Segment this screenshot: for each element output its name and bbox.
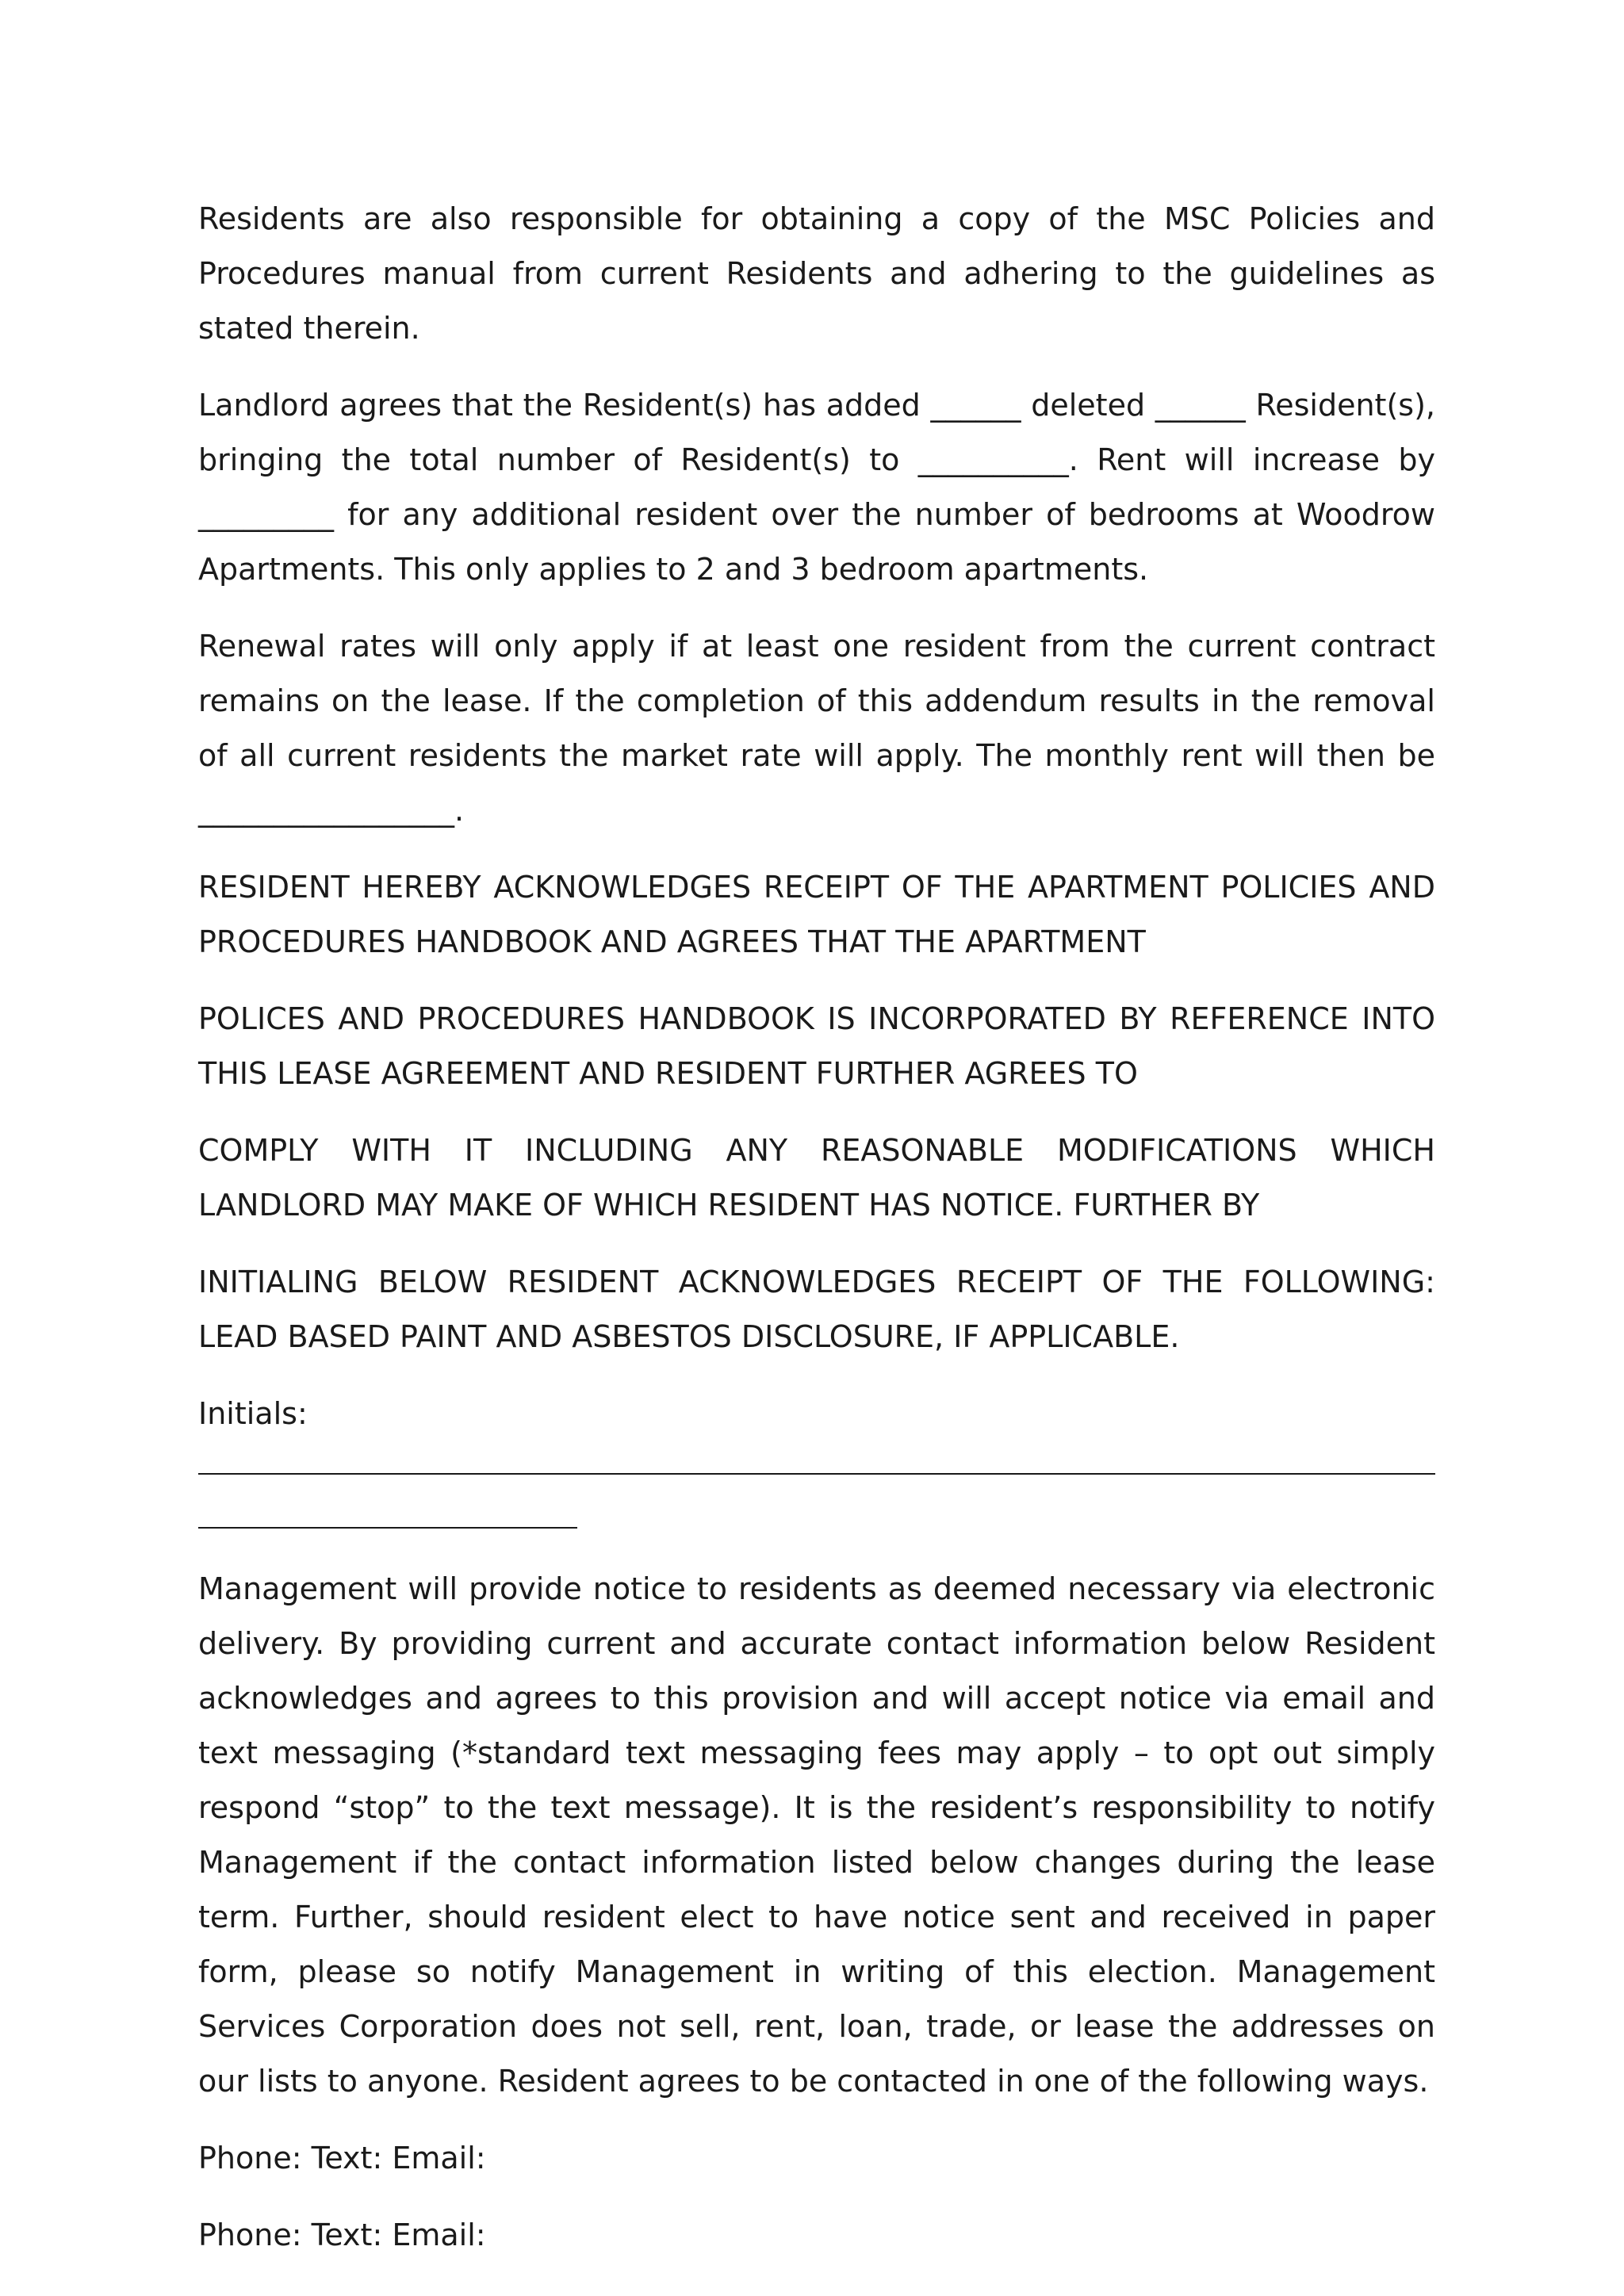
document-page <box>198 192 1435 2285</box>
initials-signature-line[interactable] <box>198 1473 1435 1475</box>
paragraph-handbook-acknowledgement: RESIDENT HEREBY ACKNOWLEDGES RECEIPT OF THE APARTMENT POLICIES AND PROCEDURES HANDBOOK AND AGREES THAT THE APARTMENT <box>198 870 1435 959</box>
paragraph-disclosure-receipt: INITIALING BELOW RESIDENT ACKNOWLEDGES RECEIPT OF THE FOLLOWING: LEAD BASED PAINT AND ASBESTOS DISCLOSURE, IF APPLICABLE. <box>198 1265 1435 1354</box>
paragraph-resident-changes: Landlord agrees that the Resident(s) has added ______ deleted ______ Resident(s), bringing the total number of Resident(s) to __________. Rent will increase by _________ for any additional resident over the number of bedrooms at Woodrow Apartments. This only applies to 2 and 3 bedroom apartments. <box>198 388 1435 587</box>
paragraph-policies-manual: Residents are also responsible for obtaining a copy of the MSC Policies and Procedures manual from current Residents and adhering to the guidelines as stated therein. <box>198 201 1435 346</box>
paragraph-electronic-notice: Management will provide notice to residents as deemed necessary via electronic delivery. By providing current and accurate contact information below Resident acknowledges and agrees to this provision and will accept notice via email and text messaging (*standard text messaging fees may apply – to opt out simply respond “stop” to the text message). It is the resident’s responsibility to notify Management if the contact information listed below changes during the lease term. Further, should resident elect to have notice sent and received in paper form, please so notify Management in writing of this election. Management Services Corporation does not sell, rent, loan, trade, or lease the addresses on our lists to anyone. Resident agrees to be contacted in one of the following ways. <box>198 1571 1435 2099</box>
paragraph-comply-modifications: COMPLY WITH IT INCLUDING ANY REASONABLE MODIFICATIONS WHICH LANDLORD MAY MAKE OF WHICH RESIDENT HAS NOTICE. FURTHER BY <box>198 1133 1435 1223</box>
initials-signature-line-short[interactable] <box>198 1527 577 1529</box>
paragraph-handbook-incorporation: POLICES AND PROCEDURES HANDBOOK IS INCORPORATED BY REFERENCE INTO THIS LEASE AGREEMENT AND RESIDENT FURTHER AGREES TO <box>198 1001 1435 1091</box>
paragraph-renewal-rates: Renewal rates will only apply if at least one resident from the current contract remains on the lease. If the completion of this addendum results in the removal of all current residents the market rate will apply. The monthly rent will then be _________________. <box>198 629 1435 828</box>
contact-line-2: Phone: Text: Email: <box>198 2218 486 2252</box>
initials-label: Initials: <box>198 1396 308 1431</box>
contact-line-1: Phone: Text: Email: <box>198 2141 486 2175</box>
